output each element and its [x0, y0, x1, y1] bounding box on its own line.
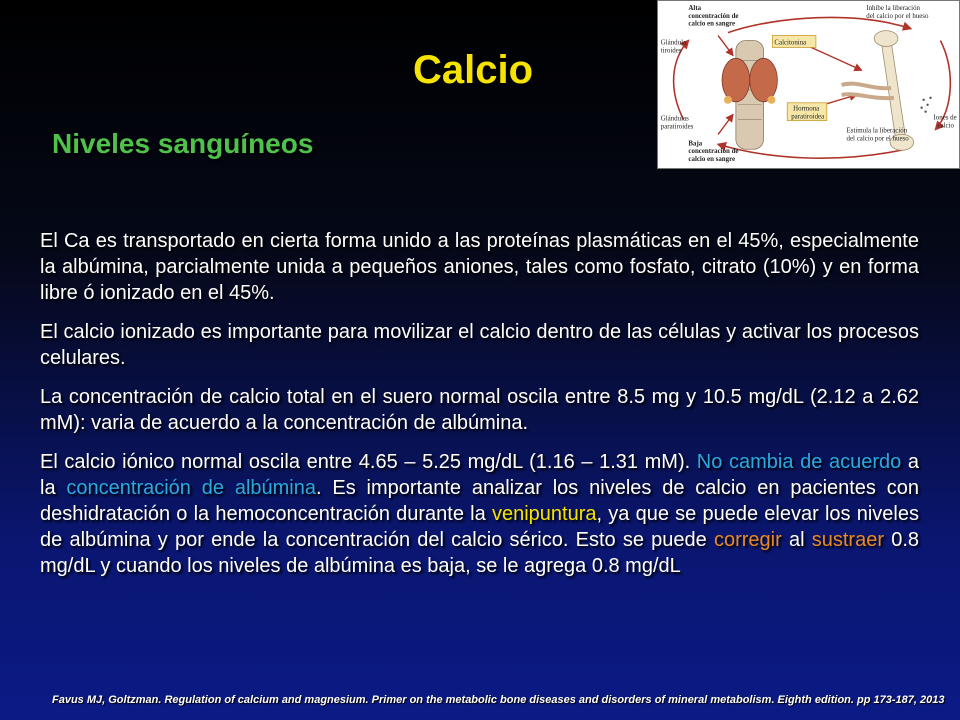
diagram-label-paratiroides-2: paratiroides [660, 123, 694, 131]
paragraph-ionic-calcium [40, 449, 919, 579]
diagram-label-estimula-2: del calcio por el hueso [846, 135, 909, 143]
p4-text-6: 0.8 mg/dL y cuando los niveles de albúmina es baja, se le agrega 0.8 mg/dL [40, 529, 920, 577]
diagram-label-iones: Iones de [933, 114, 957, 122]
diagram-label-hormona-2: paratiroidea [791, 113, 825, 121]
paragraph-transport: El Ca es transportado en cierta forma unido a las proteínas plasmáticas en el 45%, especialmente la albúmina, parcialmente unida a pequeños aniones, tales como fosfato, citrato (10%) y en forma libre ó ionizado en el 45%. [40, 230, 919, 304]
diagram-label-calcitonina: Calcitonina [774, 39, 807, 47]
diagram-label-paratiroides: Glándulas [660, 115, 689, 123]
paragraph-ionized: El calcio ionizado es importante para movilizar el calcio dentro de las células y activar los procesos celulares. [40, 321, 919, 369]
reference-citation: Favus MJ, Goltzman. Regulation of calcium and magnesium. Primer on the metabolic bone diseases and disorders of mineral metabolism. Eighth edition. pp 173-187, 2013 [52, 694, 945, 706]
diagram-label-alta: Alta [688, 4, 702, 12]
p4-text-3: . Es importante analizar los niveles de calcio en pacientes con deshidratación o la hemoconcentración durante la [40, 477, 920, 525]
calcium-regulation-diagram [657, 0, 960, 169]
p4-text-4: , ya que se puede elevar los niveles de albúmina y por ende la concentración del calcio sérico. Esto se puede [40, 503, 919, 551]
diagram-label-baja: Baja [688, 140, 703, 148]
p4-highlight-albumina: concentración de albúmina [66, 477, 316, 499]
p4-text-5: al [781, 529, 812, 551]
slide-body [40, 228, 919, 592]
slide-subtitle: Niveles sanguíneos [52, 128, 314, 159]
diagram-label-tiroides: Glándula [660, 39, 687, 47]
diagram-label-estimula: Estimula la liberación [846, 127, 908, 135]
diagram-label-inhibe: Inhibe la liberación [866, 4, 921, 12]
thyroid-illustration [722, 41, 777, 150]
diagram-label-baja-2: concentración de [688, 148, 739, 156]
p4-highlight-venipuntura: venipuntura [491, 503, 597, 525]
diagram-label-baja-3: calcio en sangre [688, 156, 736, 164]
diagram-label-hormona: Hormona [793, 105, 820, 113]
diagram-label-tiroides-2: tiroides [660, 47, 682, 55]
p4-highlight-sustraer: sustraer [811, 529, 884, 551]
p4-text-1: El calcio iónico normal oscila entre 4.65 – 5.25 mg/dL (1.16 – 1.31 mM). [40, 451, 697, 473]
diagram-label-alta-3: calcio en sangre [688, 20, 736, 28]
diagram-label-iones-2: calcio [937, 122, 954, 130]
paragraph-total-calcium: La concentración de calcio total en el suero normal oscila entre 8.5 mg y 10.5 mg/dL (2.12 a 2.62 mM): varia de acuerdo a la concentración de albúmina. [40, 386, 919, 434]
p4-highlight-no-cambia: No cambia de acuerdo [696, 451, 902, 473]
slide-title: Calcio [413, 48, 534, 92]
diagram-label-alta-2: concentración de [688, 12, 739, 20]
diagram-label-inhibe-2: del calcio por el hueso [866, 12, 929, 20]
p4-highlight-corregir: corregir [713, 529, 782, 551]
p4-text-2: a la [40, 451, 919, 499]
